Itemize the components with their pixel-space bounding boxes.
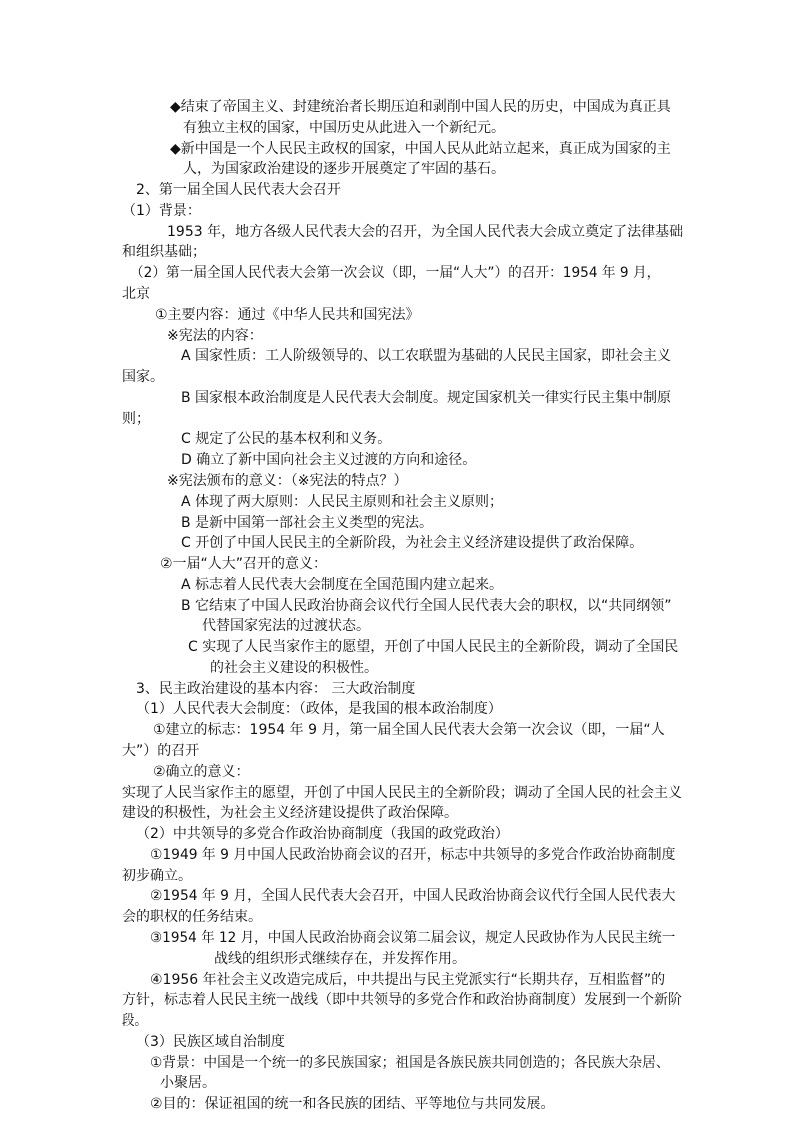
text-line: 则； <box>122 410 150 427</box>
text-line: ◆新中国是一个人民民主政权的国家，中国人民从此站立起来，真正成为国家的主 <box>170 140 671 157</box>
text-line: 小聚居。 <box>160 1075 216 1092</box>
text-line: 北京 <box>122 285 150 302</box>
text-line: 人，为国家政治建设的逐步开展奠定了牢固的基石。 <box>183 161 505 178</box>
text-line: ②1954 年 9 月，全国人民代表大会召开，中国人民政治协商会议代行全国人民代表大 <box>150 888 676 905</box>
subsection-heading: （2）中共领导的多党合作政治协商制度（我国的政党政治） <box>136 826 509 843</box>
text-line: 和组织基础； <box>122 244 206 261</box>
subsection-heading: （1）人民代表大会制度：（政体，是我国的根本政治制度） <box>136 701 502 718</box>
text-line: ②一届“人大”召开的意义： <box>160 556 328 573</box>
text-line: C 开创了中国人民民主的全新阶段，为社会主义经济建设提供了政治保障。 <box>181 535 644 552</box>
text-line: 战线的组织形式继续存在，并发挥作用。 <box>214 950 466 967</box>
text-line: 的社会主义建设的积极性。 <box>210 659 378 676</box>
text-line: B 是新中国第一部社会主义类型的宪法。 <box>181 514 434 531</box>
text-line: ②目的：保证祖国的统一和各民族的团结、平等地位与共同发展。 <box>150 1096 555 1113</box>
text-line: （2）第一届全国人民代表大会第一次会议（即，一届“人大”）的召开：1954 年 9 月， <box>130 265 661 282</box>
text-line: C 实现了人民当家作主的愿望，开创了中国人民民主的全新阶段，调动了全国民 <box>188 639 679 656</box>
text-line: 国家。 <box>122 369 164 386</box>
subsection-heading: （1）背景： <box>122 202 201 219</box>
text-line: 方针，标志着人民民主统一战线（即中共领导的多党合作和政治协商制度）发展到一个新阶 <box>122 992 682 1009</box>
text-line: 建设的积极性，为社会主义经济建设提供了政治保障。 <box>122 805 458 822</box>
text-line: A 国家性质：工人阶级领导的、以工农联盟为基础的人民民主国家，即社会主义 <box>181 348 672 365</box>
text-line: A 标志着人民代表大会制度在全国范围内建立起来。 <box>181 576 504 593</box>
text-line: ①背景：中国是一个统一的多民族国家；祖国是各族民族共同创造的；各民族大杂居、 <box>150 1054 670 1071</box>
text-line: C 规定了公民的基本权利和义务。 <box>181 431 392 448</box>
subsection-heading: （3）民族区域自治制度 <box>136 1033 285 1050</box>
text-line: 实现了人民当家作主的愿望，开创了中国人民民主的全新阶段；调动了全国人民的社会主义 <box>122 784 682 801</box>
text-line: 有独立主权的国家，中国历史从此进入一个新纪元。 <box>183 119 505 136</box>
text-line: 初步确立。 <box>122 867 192 884</box>
text-line: ①1949 年 9 月中国人民政治协商会议的召开，标志中共领导的多党合作政治协商制度 <box>150 846 676 863</box>
text-line: ①建立的标志：1954 年 9 月，第一届全国人民代表大会第一次会议（即，一届“人 <box>153 722 665 739</box>
text-line: 大”）的召开 <box>122 743 200 760</box>
text-line: 会的职权的任务结束。 <box>122 909 262 926</box>
text-line: B 它结束了中国人民政治协商会议代行全国人民代表大会的职权，以“共同纲领” <box>181 597 672 614</box>
text-line: ◆结束了帝国主义、封建统治者长期压迫和剥削中国人民的历史，中国成为真正具 <box>170 99 671 115</box>
text-line: ②确立的意义： <box>153 763 250 780</box>
text-line: ③1954 年 12 月，中国人民政治协商会议第二届会议，规定人民政协作为人民民主统一 <box>150 930 676 947</box>
text-line: A 体现了两大原则：人民民主原则和社会主义原则； <box>181 493 504 510</box>
section-heading: 3、民主政治建设的基本内容： 三大政治制度 <box>136 680 416 697</box>
text-line: 1953 年，地方各级人民代表大会的召开，为全国人民代表大会成立奠定了法律基础 <box>167 223 684 240</box>
text-line: ※宪法的内容： <box>167 327 263 344</box>
text-line: ①主要内容：通过《中华人民共和国宪法》 <box>155 306 420 323</box>
text-line: ④1956 年社会主义改造完成后，中共提出与民主党派实行“长期共存，互相监督”的 <box>150 971 666 988</box>
text-line: B 国家根本政治制度是人民代表大会制度。规定国家机关一律实行民主集中制原 <box>181 389 672 406</box>
text-line: 代替国家宪法的过渡状态。 <box>202 618 370 635</box>
text-line: ※宪法颁布的意义：（※宪法的特点？） <box>167 472 408 489</box>
text-line: D 确立了新中国向社会主义过渡的方向和途径。 <box>181 452 477 469</box>
text-line: 段。 <box>122 1013 147 1030</box>
section-heading: 2、第一届全国人民代表大会召开 <box>136 182 341 199</box>
